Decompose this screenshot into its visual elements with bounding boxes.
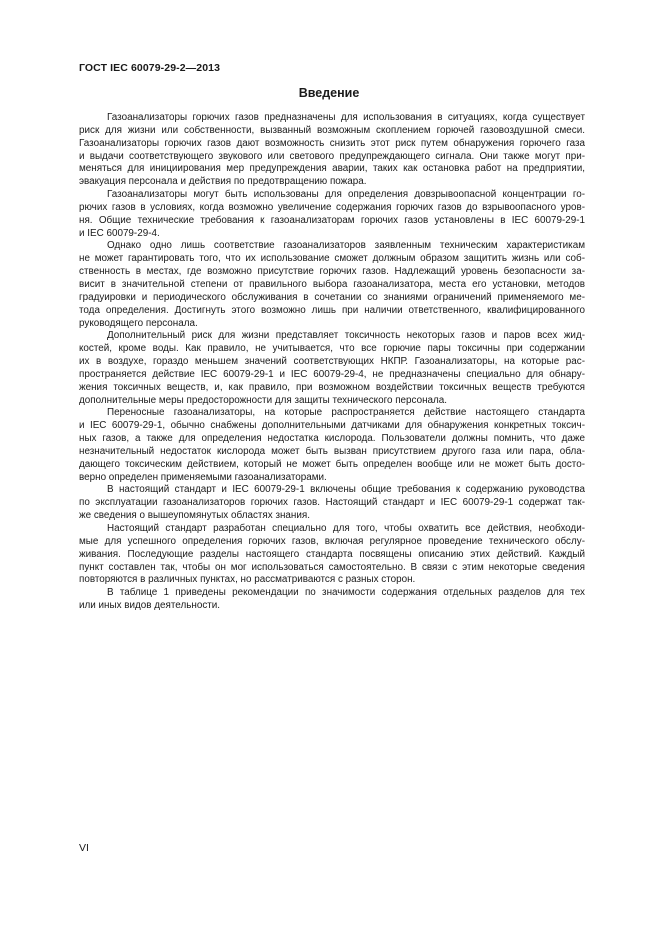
text-line: их в воздухе, гораздо меньшем значений соответствующих НКПР. Газоанализаторы, на которые рас-: [79, 356, 585, 368]
text-line: дающего токсическим действием, который не может быть определен вообще или не может быть досто-: [79, 458, 585, 470]
text-line: повторяются в различных пунктах, но рассматриваются с разных сторон.: [79, 574, 416, 586]
text-line: Переносные газоанализаторы, на которые распространяется действие настоящего стандарта: [107, 407, 585, 419]
paragraph: [79, 407, 585, 484]
text-line: дополнительные меры предосторожности для защиты технического персонала.: [79, 394, 448, 406]
text-line: или иных видов деятельности.: [79, 600, 221, 612]
text-line: незначительный недостаток кислорода может быть вызван присутствием другого газа или пара, обла-: [79, 445, 585, 457]
text-line: градуировки и периодического обслуживания в сочетании со знаниями ограничений применяемого ме-: [79, 291, 585, 303]
paragraph: [79, 330, 585, 407]
text-line: и IEC 60079-29-4.: [79, 227, 160, 239]
text-line: эвакуация персонала и действия по предотвращению пожара.: [79, 176, 367, 188]
text-line: верно определен применяемыми газоанализаторами.: [79, 471, 327, 483]
page-number: VI: [79, 842, 89, 854]
text-line: же сведения о вышеупомянутых областях знания.: [79, 510, 310, 522]
text-line: ственность в местах, где возможно присутствие горючих газов. Надлежащий уровень безопасности за-: [79, 266, 585, 278]
text-line: Газоанализаторы могут быть использованы для определения довзрывоопасной концентрации го-: [107, 189, 585, 201]
text-line: и выдачи соответствующего звукового или светового предупреждающего сигнала. Они также могут при-: [79, 150, 585, 162]
text-line: тода определения. Достигнуть этого возможно лишь при наличии ответственного, квалифицированного: [79, 304, 585, 316]
text-line: Дополнительный риск для жизни представляет токсичность некоторых газов и паров всех жид-: [107, 330, 585, 342]
paragraph: [79, 484, 585, 523]
text-line: В настоящий стандарт и IEC 60079-29-1 включены общие требования к содержанию руководства: [107, 484, 585, 496]
text-line: Газоанализаторы горючих газов дают возможность снизить этот риск путем обнаружения горючего газа: [79, 137, 585, 149]
text-line: руководящего персонала.: [79, 317, 198, 329]
text-line: костей, кроме воды. Как правило, не учитывается, что все горючие пары токсичны при содержании: [79, 343, 585, 355]
paragraph: [79, 112, 585, 189]
text-line: риск для жизни или собственности, вызванный возможным скоплением горючей газовоздушной смеси.: [79, 124, 585, 136]
text-line: не может гарантировать того, что их использование сможет должным образом защитить жизнь или соб-: [79, 253, 585, 265]
text-line: ня. Общие технические требования к газоанализаторам горючих газов установлены в IEC 60079-29-1: [79, 214, 585, 226]
text-line: Газоанализаторы горючих газов предназначены для использования в ситуациях, когда существует: [107, 112, 585, 123]
paragraph: [79, 523, 585, 587]
text-line: рючих газов в условиях, когда возможно увеличение содержания горючих газов до взрывоопасного уров-: [79, 201, 585, 213]
text-line: Однако одно лишь соответствие газоанализаторов заявленным техническим характеристикам: [107, 240, 585, 252]
paragraph: [79, 587, 585, 613]
text-line: меняться для инициирования мер предупреждения аварии, таких как остановка работ на предприятии,: [79, 163, 585, 175]
paragraph: [79, 240, 585, 330]
section-title: Введение: [298, 86, 360, 100]
text-line: и IEC 60079-29-1, обычно снабжены дополнительными датчиками для обнаружения конкретных токсич-: [79, 420, 585, 432]
text-line: ных газов, а также для определения недостатка кислорода. Пользователи должны помнить, что даже: [79, 433, 585, 445]
paragraph: [79, 189, 585, 240]
text-line: по эксплуатации газоанализаторов горючих газов. Настоящий стандарт и IEC 60079-29-1 содержат так-: [79, 497, 585, 509]
text-line: пространяется действие IEC 60079-29-1 и IEC 60079-29-4, не предназначены специально для обнару-: [79, 368, 585, 380]
text-line: мые для успешного определения горючих газов, включая регулярное проведение технического обслу-: [79, 535, 585, 547]
text-line: жения токсичных веществ, и, как правило, при возможном воздействии токсичных веществ требуются: [79, 381, 585, 393]
document-header: ГОСТ IEC 60079-29-2—2013: [79, 62, 221, 74]
text-line: живания. Последующие разделы настоящего стандарта посвящены описанию этих действий. Каждый: [79, 548, 585, 560]
text-line: В таблице 1 приведены рекомендации по значимости содержания отдельных разделов для тех: [107, 587, 585, 599]
text-line: висит в значительной степени от правильного выбора газоанализатора, места его установки, методов: [79, 278, 585, 290]
text-line: пункт составлен так, чтобы он мог использоваться самостоятельно. В связи с этим некоторые сведения: [79, 561, 585, 573]
text-line: Настоящий стандарт разработан специально для того, чтобы охватить все действия, необходи-: [107, 523, 585, 534]
document-body: [79, 112, 585, 613]
